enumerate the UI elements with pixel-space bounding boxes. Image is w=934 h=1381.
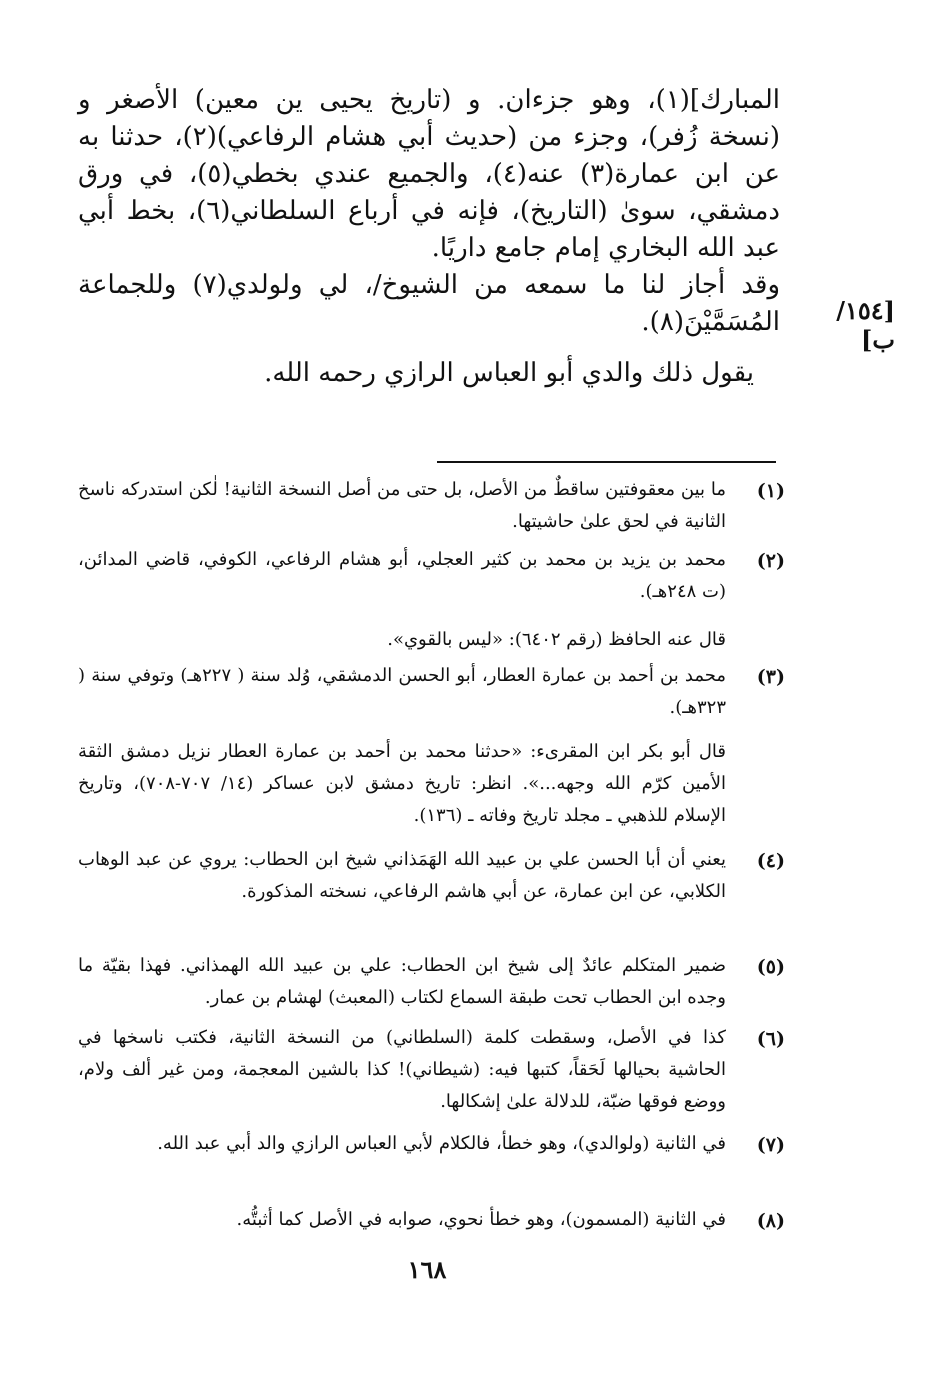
margin-folio-marker: [١٥٤/ب] bbox=[836, 296, 895, 354]
footnote-separator bbox=[437, 461, 776, 463]
main-paragraph-1: المبارك](١)، وهو جزءان. و (تاريخ يحيى ين معين) الأصغر و (نسخة زُفر)، وجزء من (حديث أبي هشام الرفاعي)(٢)، حدثنا به عن ابن عمارة(٣) عنه(٤)، والجميع عندي بخطي(٥)، في ورق دمشقي، سوىٰ (التاريخ)، فإنه في أرباع السلطاني(٦)، بخط أبي عبد الله البخاري إمام جامع داريًا. bbox=[78, 85, 781, 263]
footnote-text: ما بين معقوفتين ساقطٌ من الأصل، بل حتى من أصل النسخة الثانية! لٰكن استدركه ناسخ الثانية في لحق علىٰ حاشيتها. bbox=[78, 479, 726, 532]
footnote-text: كذا في الأصل، وسقطت كلمة (السلطاني) من النسخة الثانية، فكتب ناسخها في الحاشية بحيالها لَحَقاً، كتبها فيه: (شيطاني)! كذا بالشين المعجمة، ومن غير ألف ولام، ووضع فوقها ضبّة، للدلالة علىٰ إشكالها. bbox=[78, 1027, 726, 1112]
footnote-number: (١) bbox=[756, 480, 785, 502]
footnote-number: (٤) bbox=[756, 850, 785, 872]
main-paragraph-3: يقول ذلك والدي أبو العباس الرازي رحمه الله. bbox=[264, 358, 754, 388]
main-text bbox=[78, 82, 780, 392]
footnote-number: (٢) bbox=[756, 550, 785, 572]
main-paragraph-2: وقد أجاز لنا ما سمعه من الشيوخ/، لي ولولدي(٧) وللجماعة المُسَمَّيْنَ(٨). bbox=[78, 270, 780, 337]
footnote-number: (٧) bbox=[756, 1134, 785, 1156]
footnote-text: محمد بن يزيد بن محمد بن كثير العجلي، أبو هشام الرفاعي، الكوفي، قاضي المدائن، (ت ٢٤٨هـ). bbox=[78, 549, 726, 602]
footnote-number: (٣) bbox=[756, 666, 785, 688]
footnote-text: ضمير المتكلم عائدٌ إلى شيخ ابن الحطاب: علي بن عبيد الله الهمذاني. فهذا بقيّة ما وجده ابن الحطاب تحت طبقة السماع لكتاب (المعبث) لهشام بن عمار. bbox=[78, 955, 726, 1008]
footnote-text: يعني أن أبا الحسن علي بن عبيد الله الهَمَذاني شيخ ابن الحطاب: يروي عن عبد الوهاب الكلابي، عن ابن عمارة، عن أبي هاشم الرفاعي، نسخته المذكورة. bbox=[78, 849, 726, 902]
footnote-text: في الثانية (ولوالدي)، وهو خطأ، فالكلام لأبي العباس الرازي والد أبي عبد الله. bbox=[157, 1133, 726, 1154]
footnote-text: محمد بن أحمد بن عمارة العطار، أبو الحسن الدمشقي، وُلد سنة ( ٢٢٧هـ) وتوفي سنة ( ٣٢٣هـ). bbox=[78, 665, 726, 718]
footnote-number: (٦) bbox=[756, 1028, 785, 1050]
footnote-extra: قال عنه الحافظ (رقم ٦٤٠٢): «ليس بالقوي». bbox=[387, 629, 726, 650]
footnote-number: (٨) bbox=[756, 1210, 785, 1232]
footnote-extra: قال أبو بكر ابن المقرىء: «حدثنا محمد بن أحمد بن عمارة العطار نزيل دمشق الثقة الأمين كرّم الله وجهه...». انظر: تاريخ دمشق لابن عساكر (١٤/ ٧٠٧-٧٠٨)، وتاريخ الإسلام للذهبي ـ مجلد تاريخ وفاته ـ (١٣٦). bbox=[78, 741, 726, 826]
footnote-number: (٥) bbox=[756, 956, 785, 978]
footnote-text: في الثانية (المسمون)، وهو خطأ نحوي، صوابه في الأصل كما أثبتُّه. bbox=[236, 1209, 726, 1230]
page-number: ١٦٨ bbox=[407, 1255, 447, 1284]
